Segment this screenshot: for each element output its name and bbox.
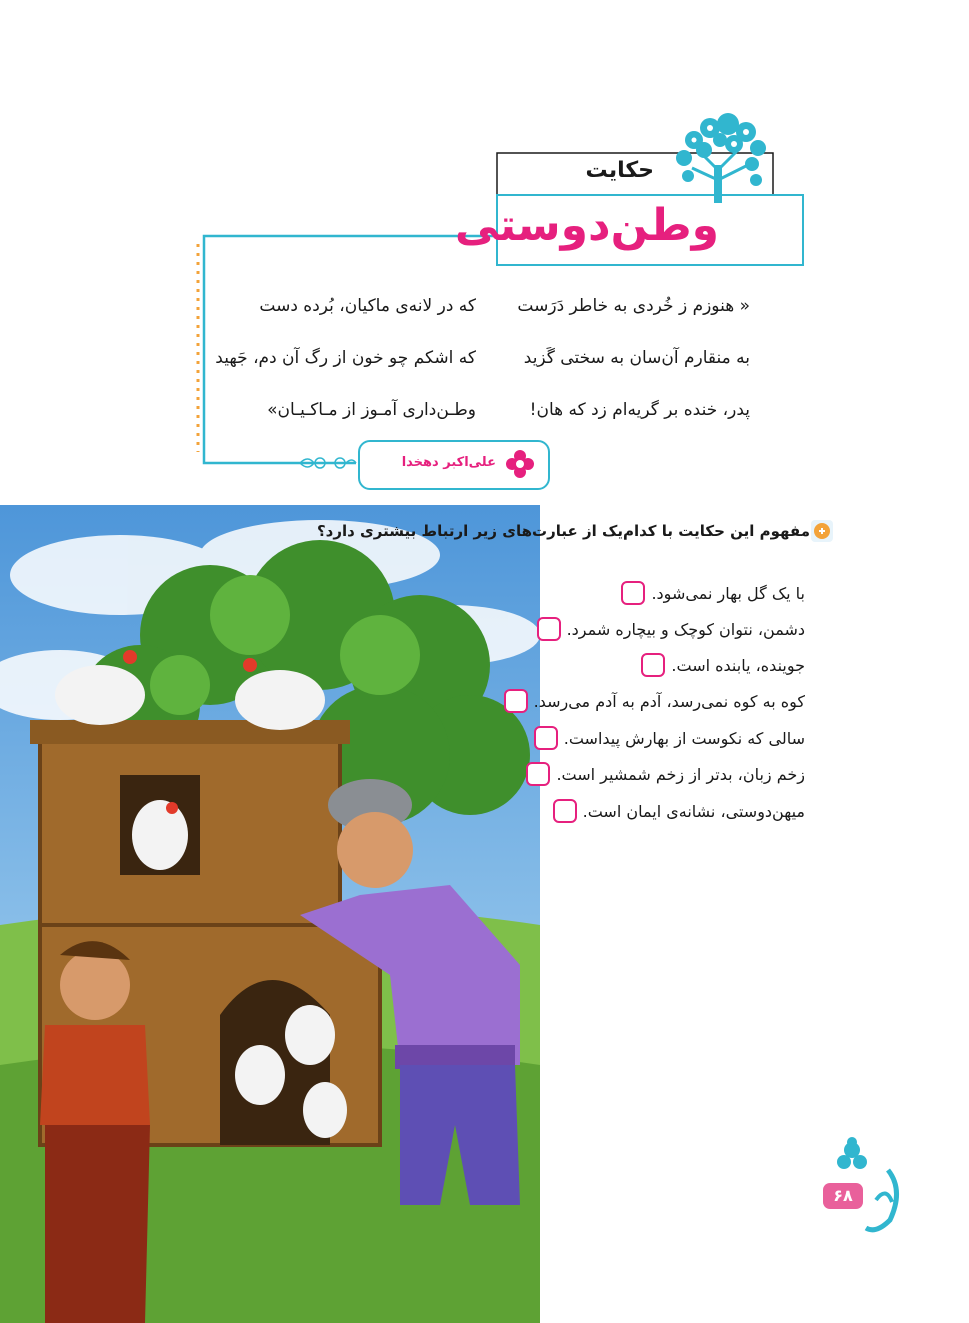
poem-line: پدر، خنده بر گریه‌ام زد که هان! bbox=[529, 400, 750, 420]
option-label: دشمن، نتوان کوچک و بیچاره شمرد. bbox=[566, 619, 805, 639]
question-text: مفهوم این حکایت با کدام‌یک از عبارت‌های زیر ارتباط بیشتری دارد؟ bbox=[316, 522, 810, 540]
option-checkbox[interactable] bbox=[553, 799, 577, 823]
option-label: سالی که نکوست از بهارش پیداست. bbox=[563, 728, 805, 748]
option-3[interactable] bbox=[641, 653, 805, 677]
option-checkbox[interactable] bbox=[641, 653, 665, 677]
option-label: میهن‌دوستی، نشانه‌ی ایمان است. bbox=[582, 801, 805, 821]
option-label: جوینده، یابنده است. bbox=[671, 655, 805, 675]
option-checkbox[interactable] bbox=[621, 581, 645, 605]
option-1[interactable] bbox=[621, 581, 805, 605]
flower-icon bbox=[502, 446, 538, 482]
section-label: حکایت bbox=[585, 158, 654, 183]
option-checkbox[interactable] bbox=[526, 762, 550, 786]
option-5[interactable] bbox=[534, 726, 805, 750]
poem-line: وطـن‌داری آمـوز از مـاکـیـان» bbox=[267, 400, 476, 420]
option-checkbox[interactable] bbox=[537, 617, 561, 641]
option-label: کوه به کوه نمی‌رسد، آدم به آدم می‌رسد. bbox=[533, 691, 805, 711]
tree-icon bbox=[664, 110, 776, 206]
poem-line: که اشکم چو خون از رگ آن دم، جَهید bbox=[215, 348, 476, 368]
poem-line: « هنوزم ز خُردی به خاطر دَرَست bbox=[517, 296, 750, 316]
option-label: زخم زبان، بدتر از زخم شمشیر است. bbox=[556, 764, 805, 784]
page-title: وطن‌دوستی bbox=[454, 200, 719, 251]
poem-left-column bbox=[215, 280, 476, 436]
option-2[interactable] bbox=[537, 617, 805, 641]
poem-line: که در لانه‌ی ماکیان، بُرده دست bbox=[259, 296, 476, 316]
option-checkbox[interactable] bbox=[534, 726, 558, 750]
author-box bbox=[358, 440, 550, 490]
author-name: علی‌اکبر دهخدا bbox=[401, 455, 496, 470]
story-illustration bbox=[0, 505, 540, 1323]
option-7[interactable] bbox=[553, 799, 805, 823]
option-4[interactable] bbox=[504, 689, 805, 713]
poem-right-column bbox=[517, 280, 750, 436]
poem-line: به منقارم آن‌سان به سختی گَزید bbox=[523, 348, 750, 368]
page-number: ۶۸ bbox=[823, 1183, 863, 1209]
question-icon bbox=[810, 519, 834, 543]
option-label: با یک گل بهار نمی‌شود. bbox=[651, 583, 805, 603]
option-checkbox[interactable] bbox=[504, 689, 528, 713]
option-6[interactable] bbox=[526, 762, 805, 786]
